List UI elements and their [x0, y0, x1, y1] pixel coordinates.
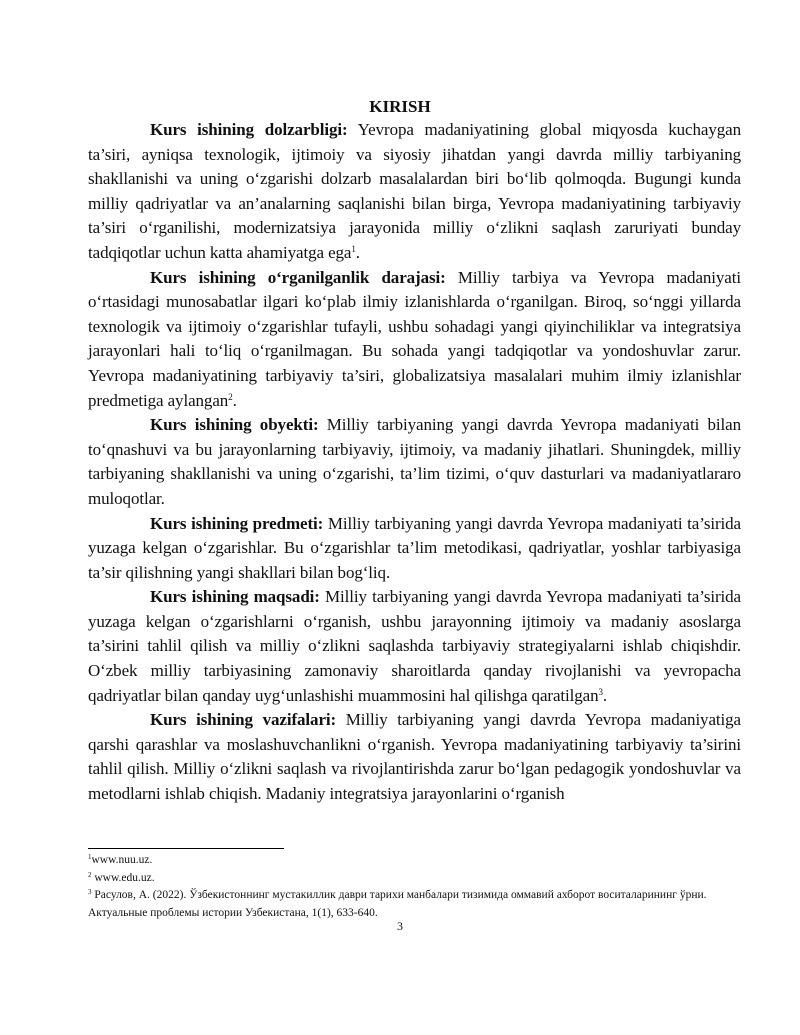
paragraph-tail: .	[355, 242, 360, 262]
paragraph-tail: .	[602, 685, 608, 705]
footnotes	[88, 852, 728, 922]
page-title: KIRISH	[369, 97, 431, 116]
paragraph-tasks	[88, 708, 741, 806]
footnote-text[interactable]: www.nuu.uz.	[91, 854, 153, 866]
paragraph-text: Milliy tarbiyaning yangi davrda Yevropa madaniyati ta’sirida yuzaga kelgan o‘zgarishlar. Bu o‘zgarishlar ta’lim metodikasi, qadriyatlar, yoshlar tarbiyasiga ta’sir qilishning yangi shakllari bilan bog‘liq.	[88, 513, 741, 582]
paragraph-text: Milliy tarbiya va Yevropa madaniyati o‘rtasidagi munosabatlar ilgari ko‘plab ilmiy izlanishlarda o‘rganilgan. Biroq, so‘nggi yillarda texnologik va ijtimoiy o‘zgarishlar tufayli, ushbu sohadagi yangi qiyinchiliklar va integratsiya jarayonlari hali to‘liq o‘rganilmagan. Bu sohada yangi tadqiqotlar va yondoshuvlar zarur. Yevropa madaniyatining tarbiyaviy ta’siri, globalizatsiya masalalari muhim ilmiy izlanishlar predmetiga aylangan	[88, 267, 742, 410]
footnote-ref[interactable]: 1	[351, 243, 356, 254]
section-heading: Kurs ishining vazifalari:	[150, 710, 337, 730]
paragraph-text: Yevropa madaniyatining global miqyosda kuchaygan ta’siri, ayniqsa texnologik, ijtimoiy va siyosiy jihatdan yangi davrda milliy tarbiyaning shakllanishi va uning o‘zgarishi dolzarb masalalardan biri bo‘lib qolmoqda. Bugungi kunda milliy qadriyatlar va an’analarning saqlanishi bilan birga, Yevropa madaniyatining tarbiyaviy ta’siri o‘rganilishi, modernizatsiya jarayonida milliy o‘zlikni saqlash zaruriyati bunday tadqiqotlar uchun katta ahamiyatga ega	[88, 120, 741, 262]
section-heading: Kurs ishining predmeti:	[150, 513, 324, 533]
footnote-mark: 1	[88, 853, 92, 861]
paragraph-goal	[88, 585, 741, 708]
body-text	[88, 118, 741, 807]
footnote-ref[interactable]: 3	[598, 686, 603, 697]
paragraph-study-level	[88, 266, 741, 414]
section-heading: Kurs ishining o‘rganilganlik darajasi:	[150, 267, 446, 287]
section-heading: Kurs ishining dolzarbligi:	[150, 120, 348, 139]
footnote-item	[88, 870, 728, 888]
paragraph-subject	[88, 512, 741, 586]
page-number: 3	[397, 919, 403, 933]
footnote-divider	[88, 848, 284, 849]
section-heading: Kurs ishining obyekti:	[150, 415, 319, 435]
footnote-item	[88, 887, 728, 922]
paragraph-relevance	[88, 118, 741, 266]
footnote-text: Расулов, А. (2022). Ўзбекистоннинг мустакиллик даври тарихи манбалари тизимида оммавий ахборот воситаларининг ўрни. Актуальные проблемы истории Узбекистана, 1(1), 633-640.	[88, 889, 707, 919]
paragraph-object	[88, 413, 741, 511]
footnote-text[interactable]: www.edu.uz.	[91, 871, 155, 884]
footnote-mark: 3	[88, 888, 92, 896]
paragraph-text: Milliy tarbiyaning yangi davrda Yevropa madaniyati ta’sirida yuzaga kelgan o‘zgarishlarni o‘rganish, ushbu jarayonning ijtimoiy va madaniy asoslarga ta’sirini tahlil qilish va milliy o‘zlikni saqlashda tarbiyaviy strategiyalarni ishlab chiqishdir. O‘zbek milliy tarbiyasining zamonaviy sharoitlarda qanday rivojlanishi va yevropacha qadriyatlar bilan qanday uyg‘unlashishi muammosini hal qilishga qaratilgan	[88, 587, 741, 705]
paragraph-tail: .	[232, 390, 237, 410]
footnote-item	[88, 852, 728, 870]
footnote-ref[interactable]: 2	[228, 391, 233, 402]
paragraph-text: Milliy tarbiyaning yangi davrda Yevropa madaniyati bilan to‘qnashuvi va bu jarayonlarning tarbiyaviy, ijtimoiy, va madaniy jihatlari. Shuningdek, milliy tarbiyaning shakllanishi va uning o‘zgarishi, ta’lim tizimi, o‘quv dasturlari va madaniyatlararo muloqotlar.	[88, 415, 741, 508]
footnote-mark: 2	[88, 870, 92, 879]
paragraph-text: Milliy tarbiyaning yangi davrda Yevropa madaniyatiga qarshi qarashlar va moslashuvchanlikni o‘rganish. Yevropa madaniyatining tarbiyaviy ta’sirini tahlil qilish. Milliy o‘zlikni saqlash va rivojlantirishda zarur bo‘lgan pedagogik yondoshuvlar va metodlarni ishlab chiqish. Madaniy integratsiya jarayonlarini o‘rganish	[88, 710, 741, 804]
section-heading: Kurs ishining maqsadi:	[150, 587, 320, 607]
